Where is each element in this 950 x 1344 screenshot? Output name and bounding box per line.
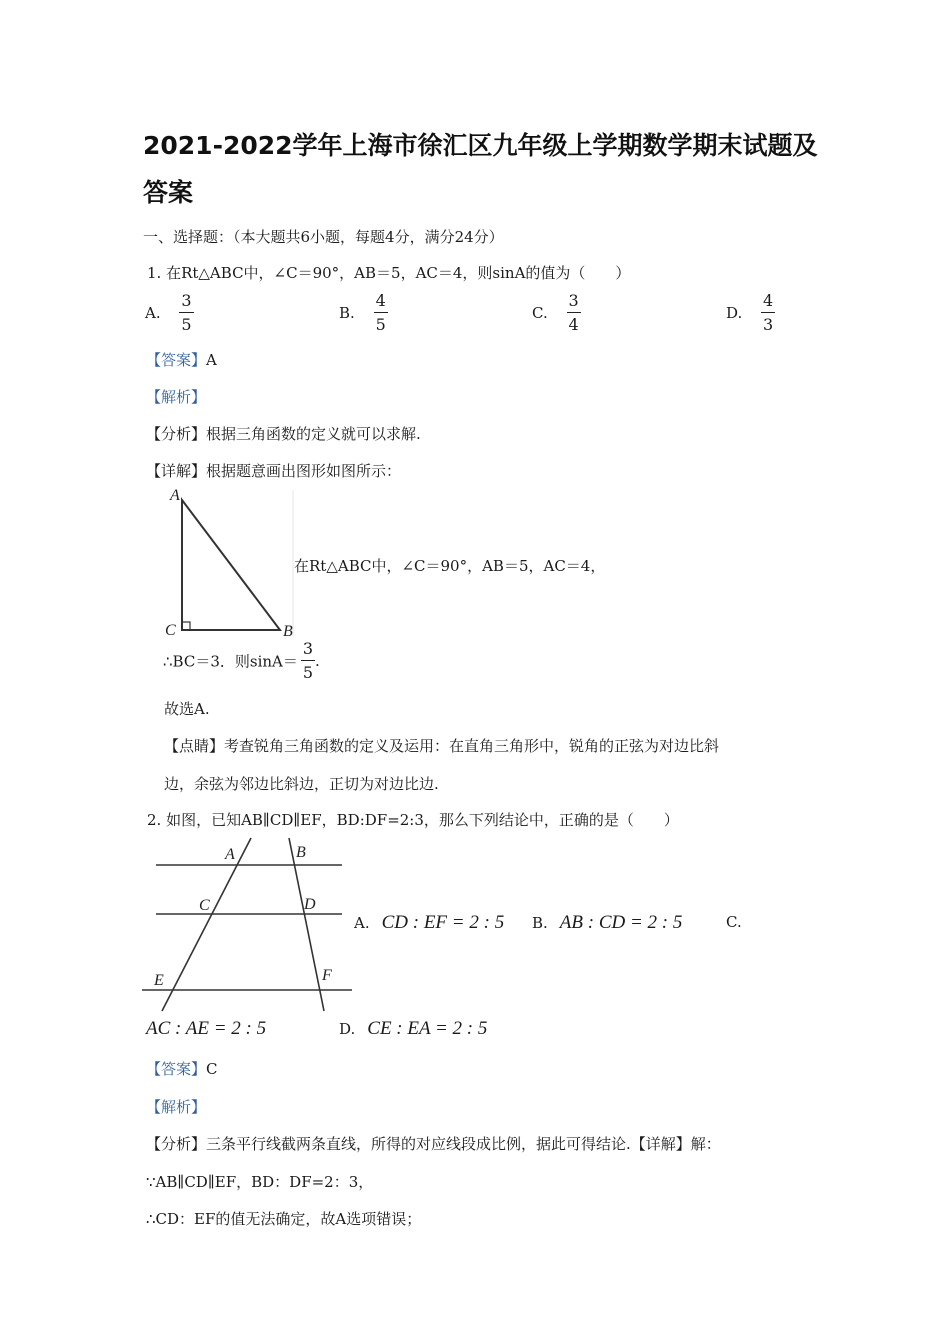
vertex-label-a: A (170, 488, 180, 504)
option-fraction (374, 293, 388, 333)
q1-option-d (726, 293, 775, 333)
q2-option-c-letter (726, 912, 742, 931)
fenxi-text: 三条平行线截两条直线，所得的对应线段成比例，据此可得结论.【详解】解： (206, 1135, 721, 1153)
q1-fenxi (146, 423, 421, 444)
fenxi-text: 根据三角函数的定义就可以求解. (206, 425, 421, 443)
q2-stem: 2. 如图，已知AB∥CD∥EF，BD:DF=2:3，那么下列结论中，正确的是（ ） (147, 811, 679, 829)
fraction-denominator: 5 (181, 315, 192, 334)
q1-option-c (532, 293, 581, 333)
fraction-numerator: 4 (374, 293, 388, 313)
option-letter: C. (532, 304, 548, 322)
fenxi-tag: 【分析】 (146, 1135, 207, 1153)
q2-fenxi (146, 1133, 721, 1154)
q1-stem: 1. 在Rt△ABC中，∠C＝90°，AB＝5，AC＝4，则sinA的值为（ ） (147, 264, 631, 282)
q2-solution-line1: ∵AB∥CD∥EF，BD：DF=2：3， (146, 1173, 374, 1191)
q1-xiangjie (146, 460, 401, 481)
q2-parallel-lines-figure (140, 835, 355, 1015)
answer-tag: 【答案】 (146, 351, 207, 369)
fraction-numerator: 3 (567, 293, 581, 313)
point-label-b: B (296, 844, 306, 861)
vertex-label-b: B (283, 623, 293, 640)
right-angle-mark (182, 622, 190, 630)
fraction-denominator: 4 (568, 315, 579, 334)
q1-analysis-tag: 【解析】 (146, 388, 207, 406)
point-label-f: F (322, 967, 332, 984)
dianjing-text: 考查锐角三角函数的定义及运用：在直角三角形中，锐角的正弦为对边比斜 (224, 737, 720, 755)
option-expression: CD : EF = 2 : 5 (381, 912, 505, 933)
q2-option-d (339, 1018, 487, 1040)
document-title-line1: 2021-2022学年上海市徐汇区九年级上学期数学期末试题及 (143, 131, 818, 160)
q2-option-a (354, 912, 504, 934)
vertex-label-c: C (165, 622, 176, 639)
point-label-a: A (225, 846, 235, 863)
answer-value: A (206, 351, 217, 369)
q2-option-c-expression (146, 1018, 266, 1040)
fenxi-tag: 【分析】 (146, 425, 207, 443)
document-title-line2: 答案 (143, 178, 194, 207)
point-label-c: C (199, 897, 210, 914)
option-fraction (567, 293, 581, 333)
fraction-numerator: 3 (301, 641, 315, 661)
q1-bc-line (163, 641, 320, 681)
q2-analysis-tag: 【解析】 (146, 1098, 207, 1116)
option-letter: B. (339, 304, 355, 322)
answer-value: C (206, 1060, 218, 1078)
option-expression: AB : CD = 2 : 5 (559, 912, 683, 933)
transversal-bdf (289, 838, 324, 1011)
q1-answer (146, 349, 217, 370)
option-letter: D. (726, 304, 743, 322)
q1-triangle-figure (162, 488, 296, 640)
fraction-numerator: 3 (179, 293, 193, 313)
q2-solution-line2: ∴CD：EF的值无法确定，故A选项错误； (146, 1210, 422, 1228)
q1-dianjing-line2: 边，余弦为邻边比斜边，正切为对边比边. (164, 775, 439, 793)
point-label-e: E (154, 972, 164, 989)
xiangjie-tag: 【详解】 (146, 462, 207, 480)
xiangjie-text: 根据题意画出图形如图所示： (206, 462, 402, 480)
q1-option-b (339, 293, 388, 333)
dianjing-tag: 【点睛】 (164, 737, 225, 755)
triangle-abc (182, 500, 280, 630)
q1-dianjing-line1 (164, 735, 719, 756)
point-label-d: D (304, 896, 316, 913)
period: . (315, 652, 320, 670)
option-letter: A. (145, 304, 161, 322)
q1-choose: 故选A. (164, 700, 210, 718)
fraction-denominator: 5 (375, 315, 386, 334)
option-letter: D. (339, 1020, 356, 1038)
option-letter: C. (726, 913, 742, 931)
sin-fraction (301, 641, 315, 681)
option-fraction (761, 293, 775, 333)
fraction-denominator: 3 (763, 315, 774, 334)
q1-option-a (145, 293, 194, 333)
fraction-denominator: 5 (302, 663, 314, 682)
option-letter: A. (354, 914, 370, 932)
option-fraction (179, 293, 193, 333)
q1-figure-text: 在Rt△ABC中，∠C＝90°，AB＝5，AC＝4， (294, 557, 606, 575)
q2-option-b (532, 912, 682, 934)
q2-answer (146, 1058, 218, 1079)
option-letter: B. (532, 914, 548, 932)
option-expression: AC : AE = 2 : 5 (146, 1018, 267, 1039)
bc-text: ∴BC＝3．则sinA＝ (163, 652, 298, 671)
fraction-numerator: 4 (761, 293, 775, 313)
transversal-ace (162, 838, 251, 1011)
option-expression: CE : EA = 2 : 5 (367, 1018, 488, 1039)
answer-tag: 【答案】 (146, 1060, 207, 1078)
section-heading: 一、选择题：（本大题共6小题，每题4分，满分24分） (143, 228, 504, 246)
